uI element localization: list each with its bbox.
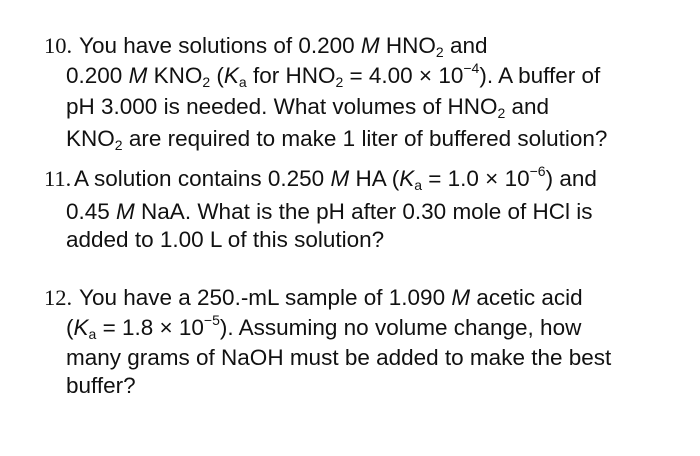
problem-line: $(K_a = 1.8 \times 10^{-5})$. Assuming no volume change, how bbox=[66, 312, 582, 342]
problem-line: $KNO_2$ are required to make 1 liter of buffered solution? bbox=[66, 126, 608, 153]
problem-line: many grams of NaOH must be added to make the best bbox=[66, 345, 612, 370]
problem-line: added to 1.00 L of this solution? bbox=[66, 227, 385, 252]
problem-line: You have solutions of 0.200 M $HNO_2$ and bbox=[79, 33, 488, 60]
problem-line: A solution contains 0.250 M HA $(K_a = 1.0 \times 10^{-6})$ and bbox=[74, 163, 597, 193]
problem-number: 12. bbox=[44, 285, 73, 310]
problem-number: 11. bbox=[44, 166, 72, 191]
problem-line: buffer? bbox=[66, 373, 136, 398]
problem-line: 0.200 M $KNO_2$ ($K_a$ for $HNO_2 = 4.00 \times 10^{-4}$). A buffer of bbox=[66, 60, 601, 90]
problem-line: You have a 250.-mL sample of 1.090 M acetic acid bbox=[79, 285, 583, 310]
problem-line: 0.45 M NaA. What is the pH after 0.30 mole of HCl is bbox=[66, 199, 593, 224]
problem-number: 10. bbox=[44, 33, 73, 58]
problem-line: pH 3.000 is needed. What volumes of $HNO_2$ and bbox=[66, 94, 550, 121]
